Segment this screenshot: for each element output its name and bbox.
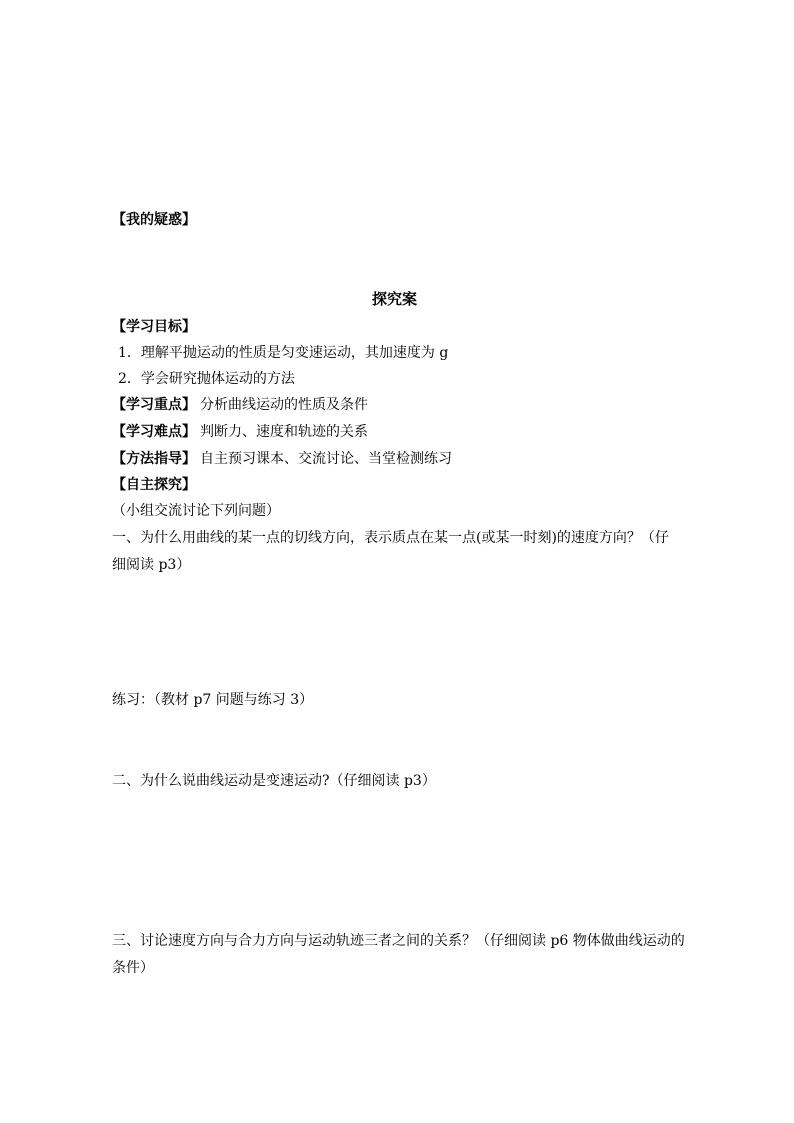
goal-item-1: 1．理解平抛运动的性质是匀变速运动，其加速度为 g <box>118 345 449 361</box>
difficult-points-label: 【学习难点】 <box>112 424 196 440</box>
question-2: 二、为什么说曲线运动是变速运动?（仔细阅读 p3） <box>112 773 436 789</box>
question-1-line-1: 一、为什么用曲线的某一点的切线方向，表示质点在某一点(或某一时刻)的速度方向？（仔 <box>112 530 669 546</box>
method-row <box>112 449 452 469</box>
goal-item-2: 2．学会研究抛体运动的方法 <box>118 371 295 387</box>
self-inquiry-heading: 【自主探究】 <box>112 477 196 493</box>
method-text: 自主预习课本、交流讨论、当堂检测练习 <box>200 451 452 467</box>
exercise-line: 练习：（教材 p7 问题与练习 3） <box>112 692 314 708</box>
question-1-line-2: 细阅读 p3） <box>112 557 191 573</box>
goals-heading: 【学习目标】 <box>112 319 196 335</box>
question-3-line-2: 条件） <box>112 960 154 976</box>
key-points-row <box>112 395 368 415</box>
question-3-line-1: 三、讨论速度方向与合力方向与运动轨迹三者之间的关系？（仔细阅读 p6 物体做曲线运动的 <box>112 933 685 949</box>
doubts-heading: 【我的疑惑】 <box>112 212 196 228</box>
method-label: 【方法指导】 <box>112 451 196 467</box>
difficult-points-row <box>112 422 368 442</box>
section-title: 探究案 <box>372 290 418 308</box>
difficult-points-text: 判断力、速度和轨迹的关系 <box>200 424 368 440</box>
self-inquiry-note: （小组交流讨论下列问题） <box>112 503 280 519</box>
key-points-text: 分析曲线运动的性质及条件 <box>200 397 368 413</box>
key-points-label: 【学习重点】 <box>112 397 196 413</box>
